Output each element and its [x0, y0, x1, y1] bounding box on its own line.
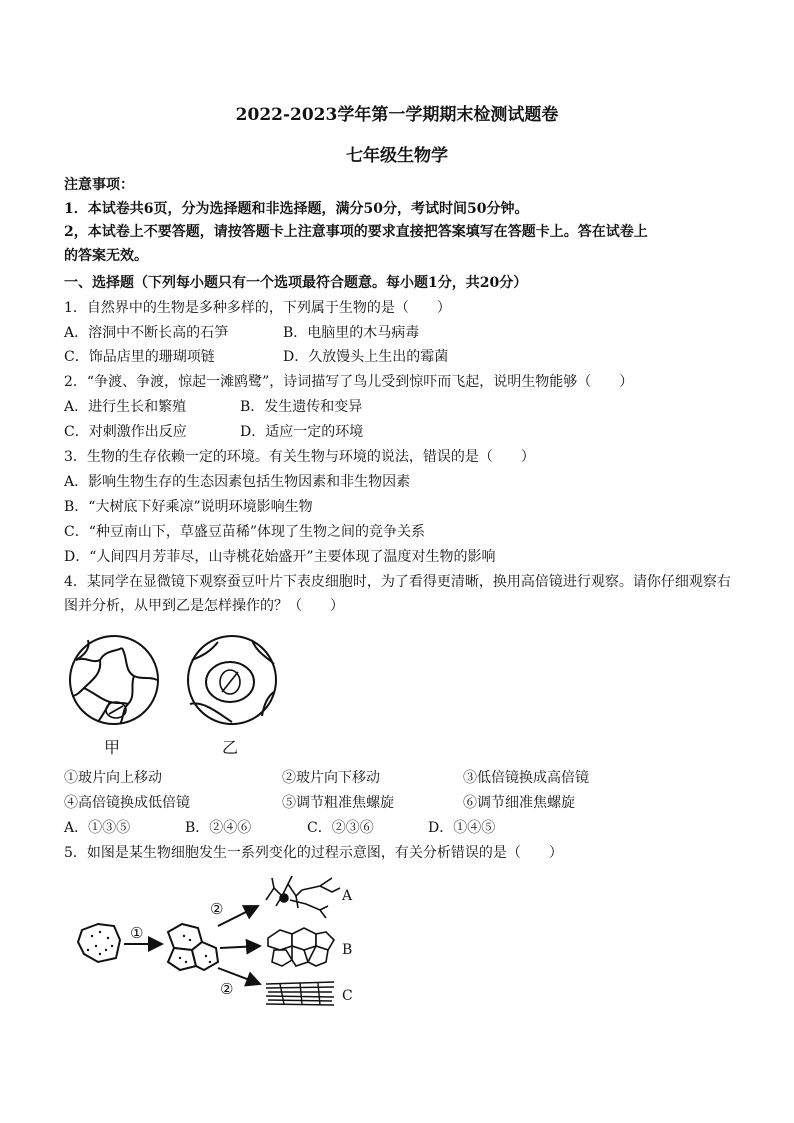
q4-stem-line-2: 图并分析，从甲到乙是怎样操作的？（ ） — [64, 598, 344, 614]
q4-step-1: ①玻片向上移动 — [64, 770, 162, 786]
section-1-heading: 一、选择题（下列每小题只有一个选项最符合题意。每小题1分，共20分） — [64, 275, 528, 291]
notes-item-2-line-1: 2，本试卷上不要答题，请按答题卡上注意事项的要求直接把答案填写在答题卡上。答在试卷上 — [64, 224, 648, 240]
q4-option-c: C．②③⑥ — [307, 820, 374, 836]
q1-option-c: C．饰品店里的珊瑚项链 — [64, 349, 215, 365]
q2-option-c: C．对刺激作出反应 — [64, 424, 187, 440]
q4-option-d: D．①④⑤ — [428, 820, 496, 836]
q1-stem: 1．自然界中的生物是多种多样的，下列属于生物的是（ ） — [64, 300, 451, 316]
step-2b-label: ② — [220, 980, 234, 998]
label-a: A — [342, 888, 353, 904]
arrow-to-a — [218, 906, 258, 926]
q2-stem: 2．“争渡、争渡，惊起一滩鸥鹭”，诗词描写了鸟儿受到惊吓而飞起，说明生物能够（ ） — [64, 374, 634, 390]
cell-cluster — [168, 924, 218, 970]
q5-stem: 5．如图是某生物细胞发生一系列变化的过程示意图，有关分析错误的是（ ） — [64, 845, 563, 861]
arrow-to-b — [220, 946, 260, 948]
q4-microscope-figure — [62, 630, 282, 760]
label-c: C — [342, 988, 353, 1004]
q3-option-c: C．“种豆南山下，草盛豆苗稀”体现了生物之间的竞争关系 — [64, 524, 426, 540]
page-title: 2022-2023学年第一学期期末检测试题卷 — [235, 105, 559, 125]
field-of-view-jia — [70, 636, 158, 724]
q4-step-5: ⑤调节粗准焦螺旋 — [282, 795, 394, 811]
epithelial-cells — [268, 928, 334, 966]
q4-step-3: ③低倍镜换成高倍镜 — [463, 770, 589, 786]
q2-option-d: D．适应一定的环境 — [240, 424, 364, 440]
label-b: B — [342, 942, 353, 958]
q4-step-6: ⑥调节细准焦螺旋 — [463, 795, 575, 811]
q4-stem-line-1: 4．某同学在显微镜下观察蚕豆叶片下表皮细胞时，为了看得更清晰，换用高倍镜进行观察。请你仔细观察右 — [64, 574, 731, 590]
single-cell — [78, 924, 120, 962]
label-yi: 乙 — [222, 738, 239, 757]
muscle-fibers — [266, 982, 334, 1005]
nerve-cells — [266, 876, 340, 918]
notes-item-1: 1．本试卷共6页，分为选择题和非选择题，满分50分，考试时间50分钟。 — [64, 201, 529, 217]
q3-option-d: D．“人间四月芳菲尽，山寺桃花始盛开”主要体现了温度对生物的影响 — [64, 549, 496, 565]
step-2a-label: ② — [210, 900, 224, 918]
q4-option-a: A．①③⑤ — [64, 820, 131, 836]
q2-option-a: A．进行生长和繁殖 — [64, 399, 187, 415]
q2-option-b: B．发生遗传和变异 — [240, 399, 363, 415]
notes-heading: 注意事项： — [64, 177, 134, 193]
q4-step-4: ④高倍镜换成低倍镜 — [64, 795, 190, 811]
field-of-view-yi — [188, 636, 276, 724]
step-1-label: ① — [130, 924, 144, 942]
q3-option-a: A．影响生物生存的生态因素包括生物因素和非生物因素 — [64, 474, 411, 490]
page-subtitle: 七年级生物学 — [346, 146, 448, 166]
q3-stem: 3．生物的生存依赖一定的环境。有关生物与环境的说法，错误的是（ ） — [64, 449, 535, 465]
notes-item-2-line-2: 的答案无效。 — [64, 248, 148, 264]
q1-option-d: D．久放馒头上生出的霉菌 — [283, 349, 449, 365]
q1-option-b: B．电脑里的木马病毒 — [283, 325, 420, 341]
q3-option-b: B．“大树底下好乘凉”说明环境影响生物 — [64, 499, 313, 515]
label-jia: 甲 — [104, 738, 121, 757]
q1-option-a: A．溶洞中不断长高的石笋 — [64, 325, 229, 341]
q4-step-2: ②玻片向下移动 — [282, 770, 380, 786]
q5-cell-differentiation-figure — [70, 866, 370, 1016]
q4-option-b: B．②④⑥ — [185, 820, 252, 836]
